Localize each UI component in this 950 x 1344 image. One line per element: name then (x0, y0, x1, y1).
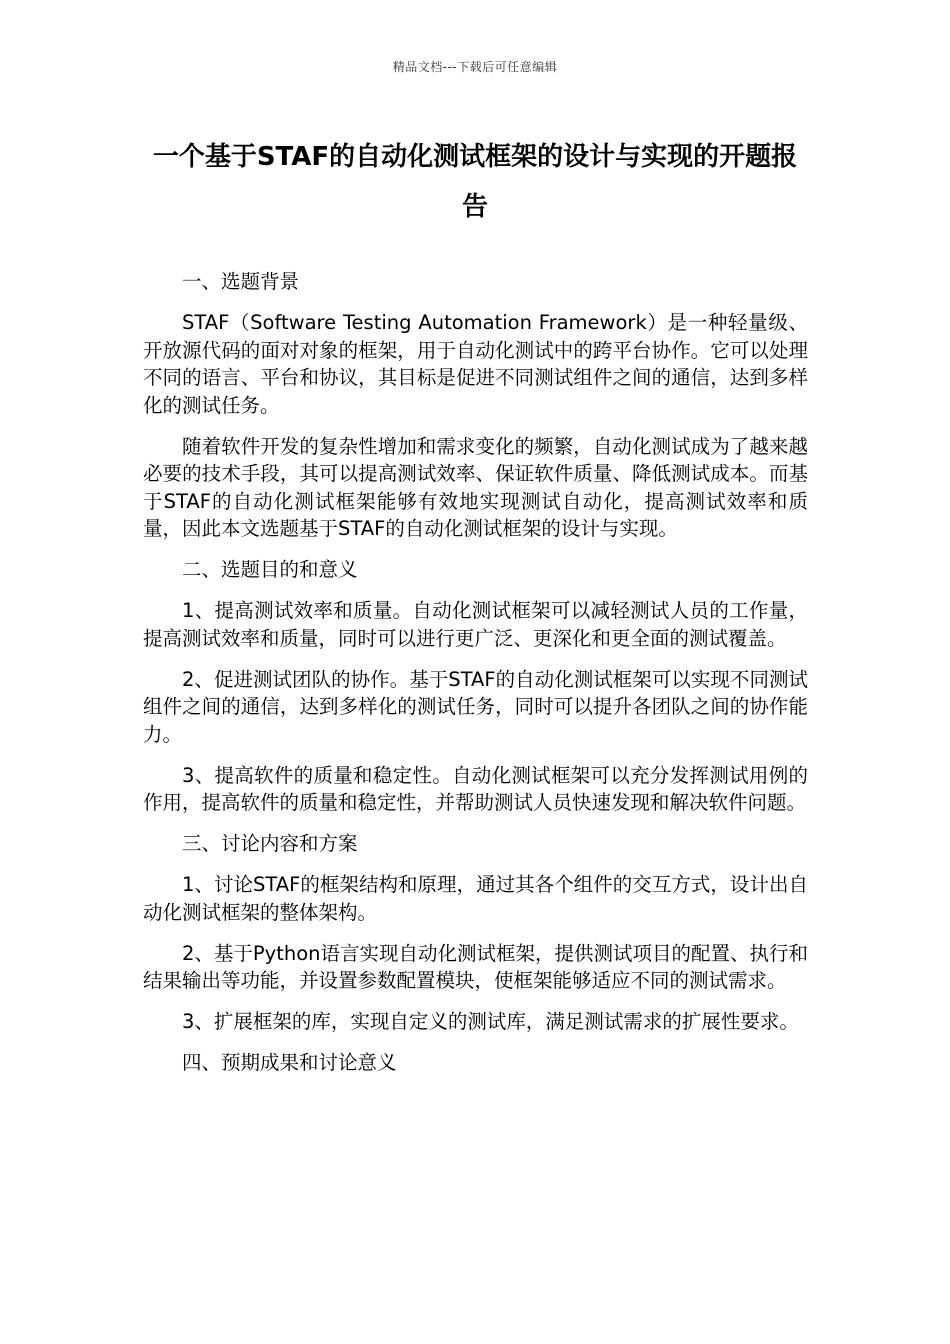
section-heading-outcomes: 四、预期成果和讨论意义 (182, 1051, 397, 1074)
document-title: 一个基于STAF的自动化测试框架的设计与实现的开题报告 (152, 142, 798, 222)
header-note: 精品文档---下载后可任意编辑 (392, 60, 558, 74)
section-heading-content: 三、讨论内容和方案 (182, 832, 358, 855)
document-body (143, 268, 808, 1090)
paragraph: 2、基于Python语言实现自动化测试框架，提供测试项目的配置、执行和结果输出等功能，并设置参数配置模块，使框架能够适应不同的测试需求。 (143, 941, 808, 992)
section-heading-purpose: 二、选题目的和意义 (182, 558, 358, 581)
paragraph: STAF（Software Testing Automation Framework）是一种轻量级、开放源代码的面对对象的框架，用于自动化测试中的跨平台协作。它可以处理不同的语言、平台和协议，其目标是促进不同测试组件之间的通信，达到多样化的测试任务。 (143, 311, 808, 417)
paragraph: 1、提高测试效率和质量。自动化测试框架可以减轻测试人员的工作量，提高测试效率和质量，同时可以进行更广泛、更深化和更全面的测试覆盖。 (143, 599, 808, 650)
paragraph: 2、促进测试团队的协作。基于STAF的自动化测试框架可以实现不同测试组件之间的通信，达到多样化的测试任务，同时可以提升各团队之间的协作能力。 (143, 667, 808, 746)
paragraph: 3、提高软件的质量和稳定性。自动化测试框架可以充分发挥测试用例的作用，提高软件的质量和稳定性，并帮助测试人员快速发现和解决软件问题。 (143, 763, 808, 814)
paragraph: 随着软件开发的复杂性增加和需求变化的频繁，自动化测试成为了越来越必要的技术手段，其可以提高测试效率、保证软件质量、降低测试成本。而基于STAF的自动化测试框架能够有效地实现测试自动化，提高测试效率和质量，因此本文选题基于STAF的自动化测试框架的设计与实现。 (143, 434, 808, 540)
paragraph: 1、讨论STAF的框架结构和原理，通过其各个组件的交互方式，设计出自动化测试框架的整体架构。 (143, 873, 808, 924)
section-heading-background: 一、选题背景 (182, 270, 300, 293)
paragraph: 3、扩展框架的库，实现自定义的测试库，满足测试需求的扩展性要求。 (182, 1010, 799, 1033)
